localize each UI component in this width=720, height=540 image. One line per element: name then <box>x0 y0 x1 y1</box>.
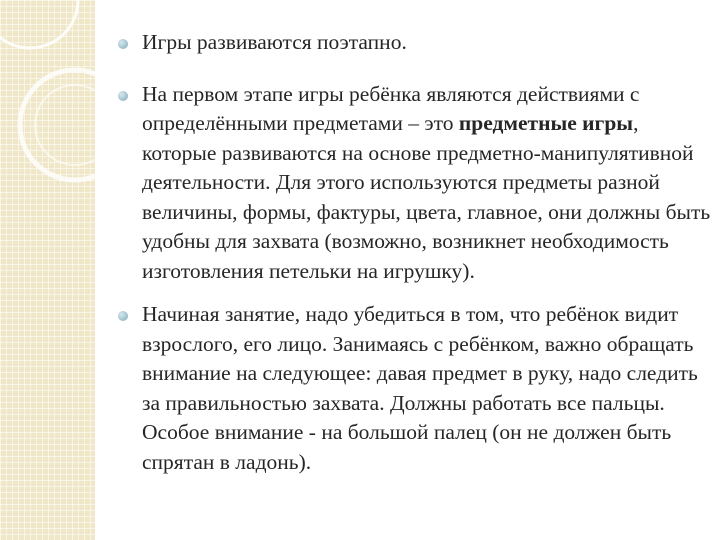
bullet-icon <box>118 91 128 101</box>
bullet-item-2 <box>118 80 716 287</box>
decorative-side-band <box>0 0 95 540</box>
bullet-text-1: Игры развиваются поэтапно. <box>142 30 407 54</box>
bullet-text-3: Начиная занятие, надо убедиться в том, что ребёнок видит взрослого, его лицо. Занимаясь с ребёнком, важно обращать внимание на следующее: давая предмет в руку, надо следить за правильностью захвата. Должны работать все пальцы. Особое внимание - на большой палец (он не должен быть спрятан в ладонь). <box>142 302 698 474</box>
bullet-icon <box>118 39 128 49</box>
bullet-text-2-end: , которые развиваются на основе предметно-манипулятивной деятельности. Для этого используются предметы разной величины, формы, фактуры, цвета, главное, они должны быть удобны для захвата (возможно, возникнет необходимость изготовления петельки на игрушку). <box>142 111 711 283</box>
decorative-circles <box>0 0 95 540</box>
bullet-text-2-start: На первом этапе игры ребёнка являются действиями с определёнными предметами – это <box>142 81 640 135</box>
bullet-icon <box>118 311 128 321</box>
bullet-item-1 <box>118 28 716 58</box>
slide-content <box>118 28 716 491</box>
bullet-item-3 <box>118 300 716 477</box>
bullet-text-2-bold-term: предметные игры <box>458 111 634 135</box>
